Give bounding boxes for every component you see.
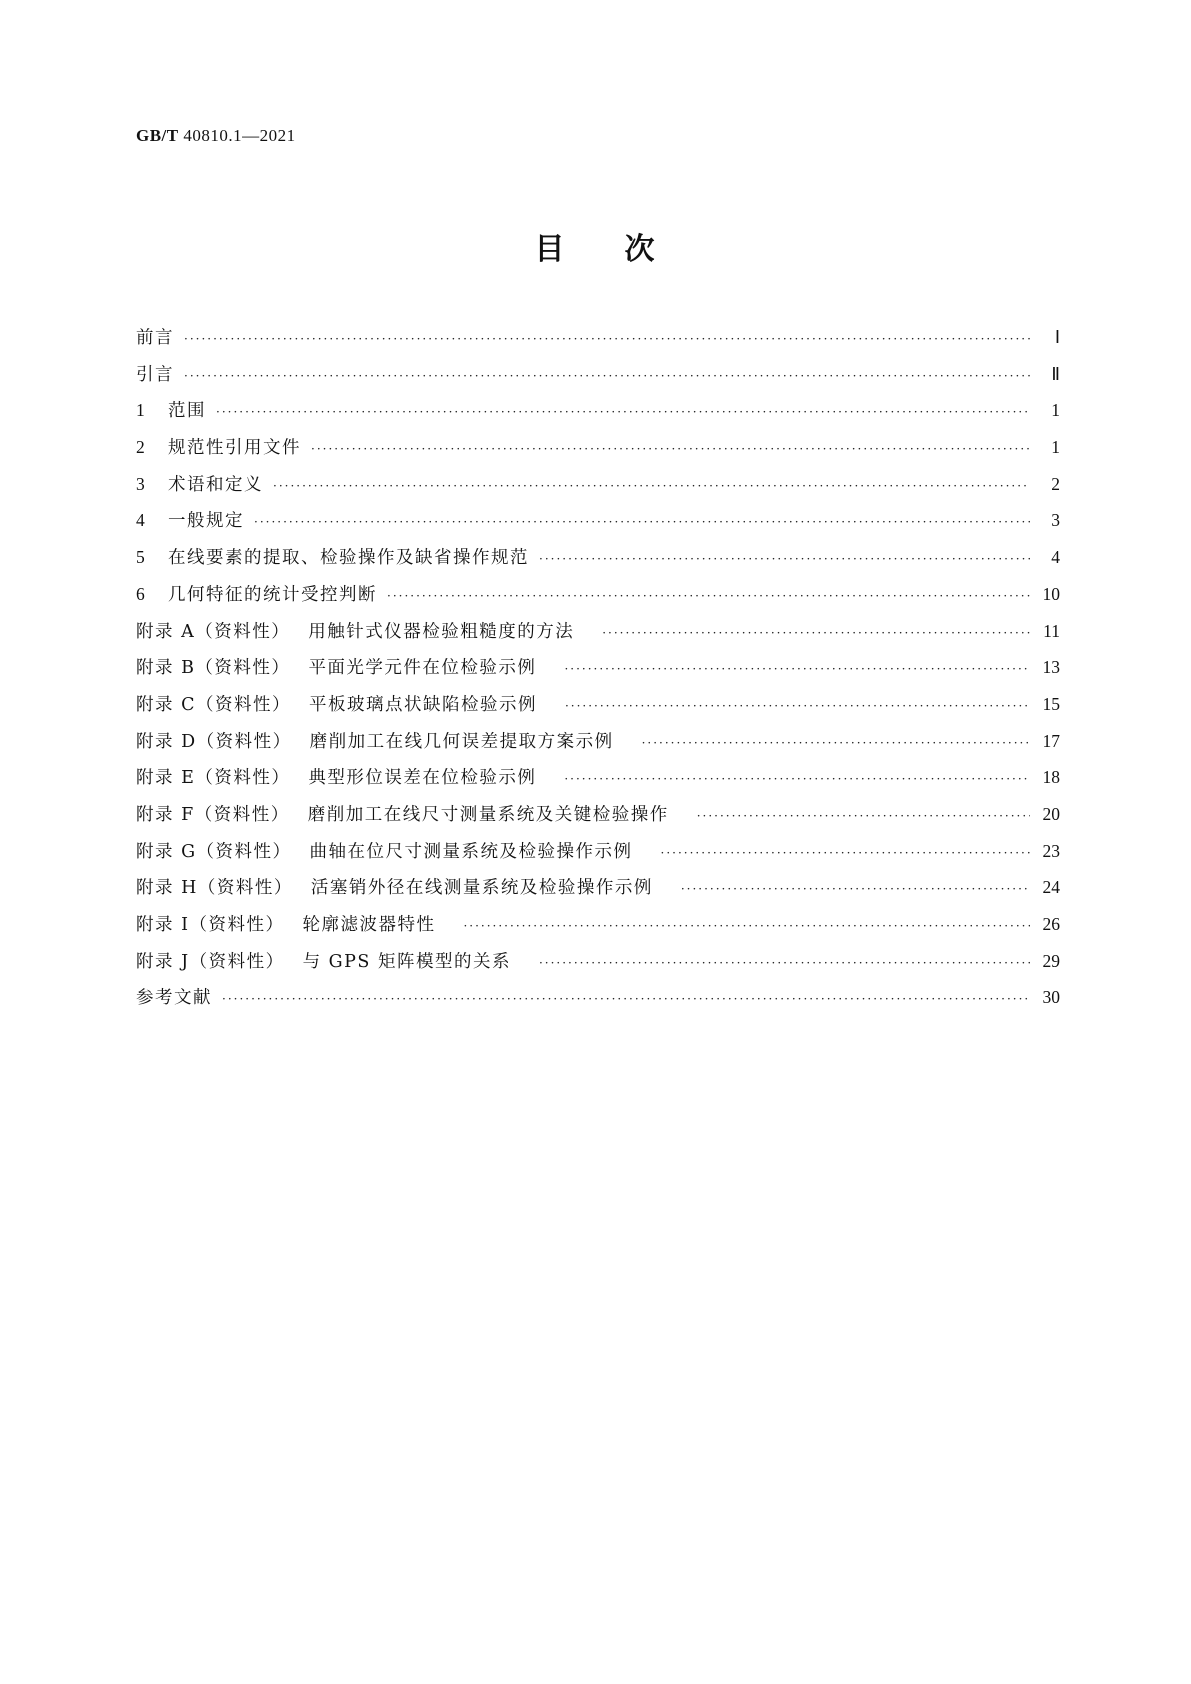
toc-entry-page: 26	[1042, 914, 1060, 934]
toc-leader-dots	[184, 369, 1030, 383]
toc-entry-label: 几何特征的统计受控判断	[168, 584, 377, 605]
toc-entry-label: 磨削加工在线几何误差提取方案示例	[309, 731, 614, 752]
toc-entry-page: 11	[1043, 620, 1060, 641]
toc-entry-2[interactable]	[136, 434, 1060, 471]
toc-entry-introduction[interactable]	[136, 361, 1060, 398]
toc-entry-page: 10	[1042, 583, 1060, 604]
toc-entry-5[interactable]	[136, 544, 1060, 581]
toc-entry-label: 轮廓滤波器特性	[302, 915, 436, 935]
toc-entry-page: 29	[1042, 950, 1060, 971]
toc-leader-dots	[539, 552, 1030, 566]
toc-entry-label: 平板玻璃点状缺陷检验示例	[308, 694, 537, 715]
toc-entry-label: 范围	[168, 401, 206, 422]
toc-entry-label: 参考文献	[136, 988, 212, 1009]
toc-entry-label: 在线要素的提取、检验操作及缺省操作规范	[168, 548, 529, 569]
toc-entry-annex-i[interactable]	[136, 911, 1060, 948]
toc-entry-page: 4	[1051, 547, 1060, 568]
toc-entry-number: 附录 F（资料性）	[136, 804, 290, 825]
toc-entry-label: 磨削加工在线尺寸测量系统及关键检验操作	[307, 804, 669, 825]
toc-entry-label: 前言	[136, 328, 174, 348]
toc-entry-annex-g[interactable]	[136, 838, 1060, 875]
toc-leader-dots	[216, 405, 1030, 419]
toc-entry-label: 曲轴在位尺寸测量系统及检验操作示例	[309, 841, 633, 862]
toc-entry-annex-b[interactable]	[136, 654, 1060, 691]
toc-entry-number: 附录 I（资料性）	[136, 915, 285, 935]
toc-entry-page: 15	[1042, 693, 1060, 714]
toc-leader-dots	[222, 992, 1030, 1006]
page-title	[0, 224, 1191, 268]
toc-entry-annex-e[interactable]	[136, 764, 1060, 801]
toc-entry-number: 3	[136, 473, 145, 494]
toc-entry-number: 附录 A（资料性）	[136, 621, 291, 642]
toc-entry-page: Ⅰ	[1054, 327, 1060, 347]
toc-entry-number: 1	[136, 400, 145, 421]
toc-entry-page: 2	[1051, 473, 1060, 494]
toc-leader-dots	[661, 846, 1030, 860]
toc-entry-label: 与 GPS 矩阵模型的关系	[302, 951, 511, 972]
toc-leader-dots	[642, 736, 1030, 750]
toc-entry-page: 20	[1042, 803, 1060, 824]
toc-entry-number: 附录 C（资料性）	[136, 694, 291, 715]
toc-entry-number: 附录 H（资料性）	[136, 878, 293, 899]
table-of-contents	[136, 324, 1060, 1021]
toc-entry-foreword[interactable]	[136, 324, 1060, 361]
toc-entry-number: 附录 J（资料性）	[136, 951, 285, 972]
toc-leader-dots	[681, 882, 1030, 896]
toc-entry-page: 1	[1051, 437, 1060, 458]
toc-entry-page: Ⅱ	[1051, 363, 1060, 384]
toc-entry-page: 30	[1042, 987, 1060, 1008]
toc-entry-number: 6	[136, 583, 145, 604]
standard-code-prefix: GB/T	[136, 126, 179, 145]
toc-entry-label: 术语和定义	[168, 474, 263, 495]
toc-leader-dots	[539, 956, 1030, 970]
toc-entry-page: 3	[1051, 510, 1060, 531]
toc-entry-annex-j[interactable]	[136, 948, 1060, 985]
toc-entry-label: 用触针式仪器检验粗糙度的方法	[308, 621, 575, 642]
toc-leader-dots	[564, 772, 1030, 786]
toc-leader-dots	[697, 809, 1030, 823]
toc-entry-6[interactable]	[136, 581, 1060, 618]
toc-leader-dots	[273, 479, 1030, 493]
toc-entry-page: 17	[1042, 730, 1060, 751]
toc-leader-dots	[254, 515, 1030, 529]
standard-code-number: 40810.1—2021	[183, 126, 296, 145]
toc-entry-annex-h[interactable]	[136, 874, 1060, 911]
toc-entry-annex-d[interactable]	[136, 728, 1060, 765]
toc-entry-label: 平面光学元件在位检验示例	[308, 658, 537, 679]
title-char-2: 次	[624, 232, 657, 267]
toc-entry-1[interactable]	[136, 397, 1060, 434]
toc-leader-dots	[311, 442, 1030, 456]
toc-entry-bibliography[interactable]	[136, 984, 1060, 1021]
toc-entry-number: 附录 D（资料性）	[136, 731, 292, 752]
toc-entry-number: 2	[136, 437, 145, 458]
toc-entry-page: 18	[1042, 767, 1060, 788]
toc-entry-annex-c[interactable]	[136, 691, 1060, 728]
toc-leader-dots	[602, 626, 1030, 640]
toc-entry-label: 引言	[136, 364, 174, 385]
toc-entry-page: 24	[1042, 877, 1060, 898]
toc-entry-number: 5	[136, 547, 145, 568]
toc-leader-dots	[564, 662, 1030, 676]
toc-entry-number: 附录 E（资料性）	[136, 768, 291, 789]
toc-entry-annex-a[interactable]	[136, 618, 1060, 655]
toc-leader-dots	[184, 332, 1030, 346]
toc-entry-label: 一般规定	[168, 511, 244, 532]
toc-entry-label: 典型形位误差在位检验示例	[308, 768, 537, 789]
toc-leader-dots	[463, 919, 1030, 933]
toc-entry-page: 1	[1051, 400, 1060, 421]
toc-entry-number: 附录 B（资料性）	[136, 658, 291, 679]
toc-entry-number: 4	[136, 510, 145, 531]
toc-entry-page: 23	[1042, 840, 1060, 861]
toc-leader-dots	[387, 589, 1030, 603]
toc-entry-annex-f[interactable]	[136, 801, 1060, 838]
toc-entry-number: 附录 G（资料性）	[136, 841, 292, 862]
title-char-1: 目	[534, 232, 567, 267]
toc-entry-3[interactable]	[136, 471, 1060, 508]
toc-leader-dots	[565, 699, 1030, 713]
toc-entry-page: 13	[1042, 657, 1060, 678]
toc-entry-4[interactable]	[136, 507, 1060, 544]
toc-entry-label: 活塞销外径在线测量系统及检验操作示例	[310, 878, 653, 899]
standard-code	[136, 126, 296, 146]
toc-entry-label: 规范性引用文件	[168, 438, 301, 459]
